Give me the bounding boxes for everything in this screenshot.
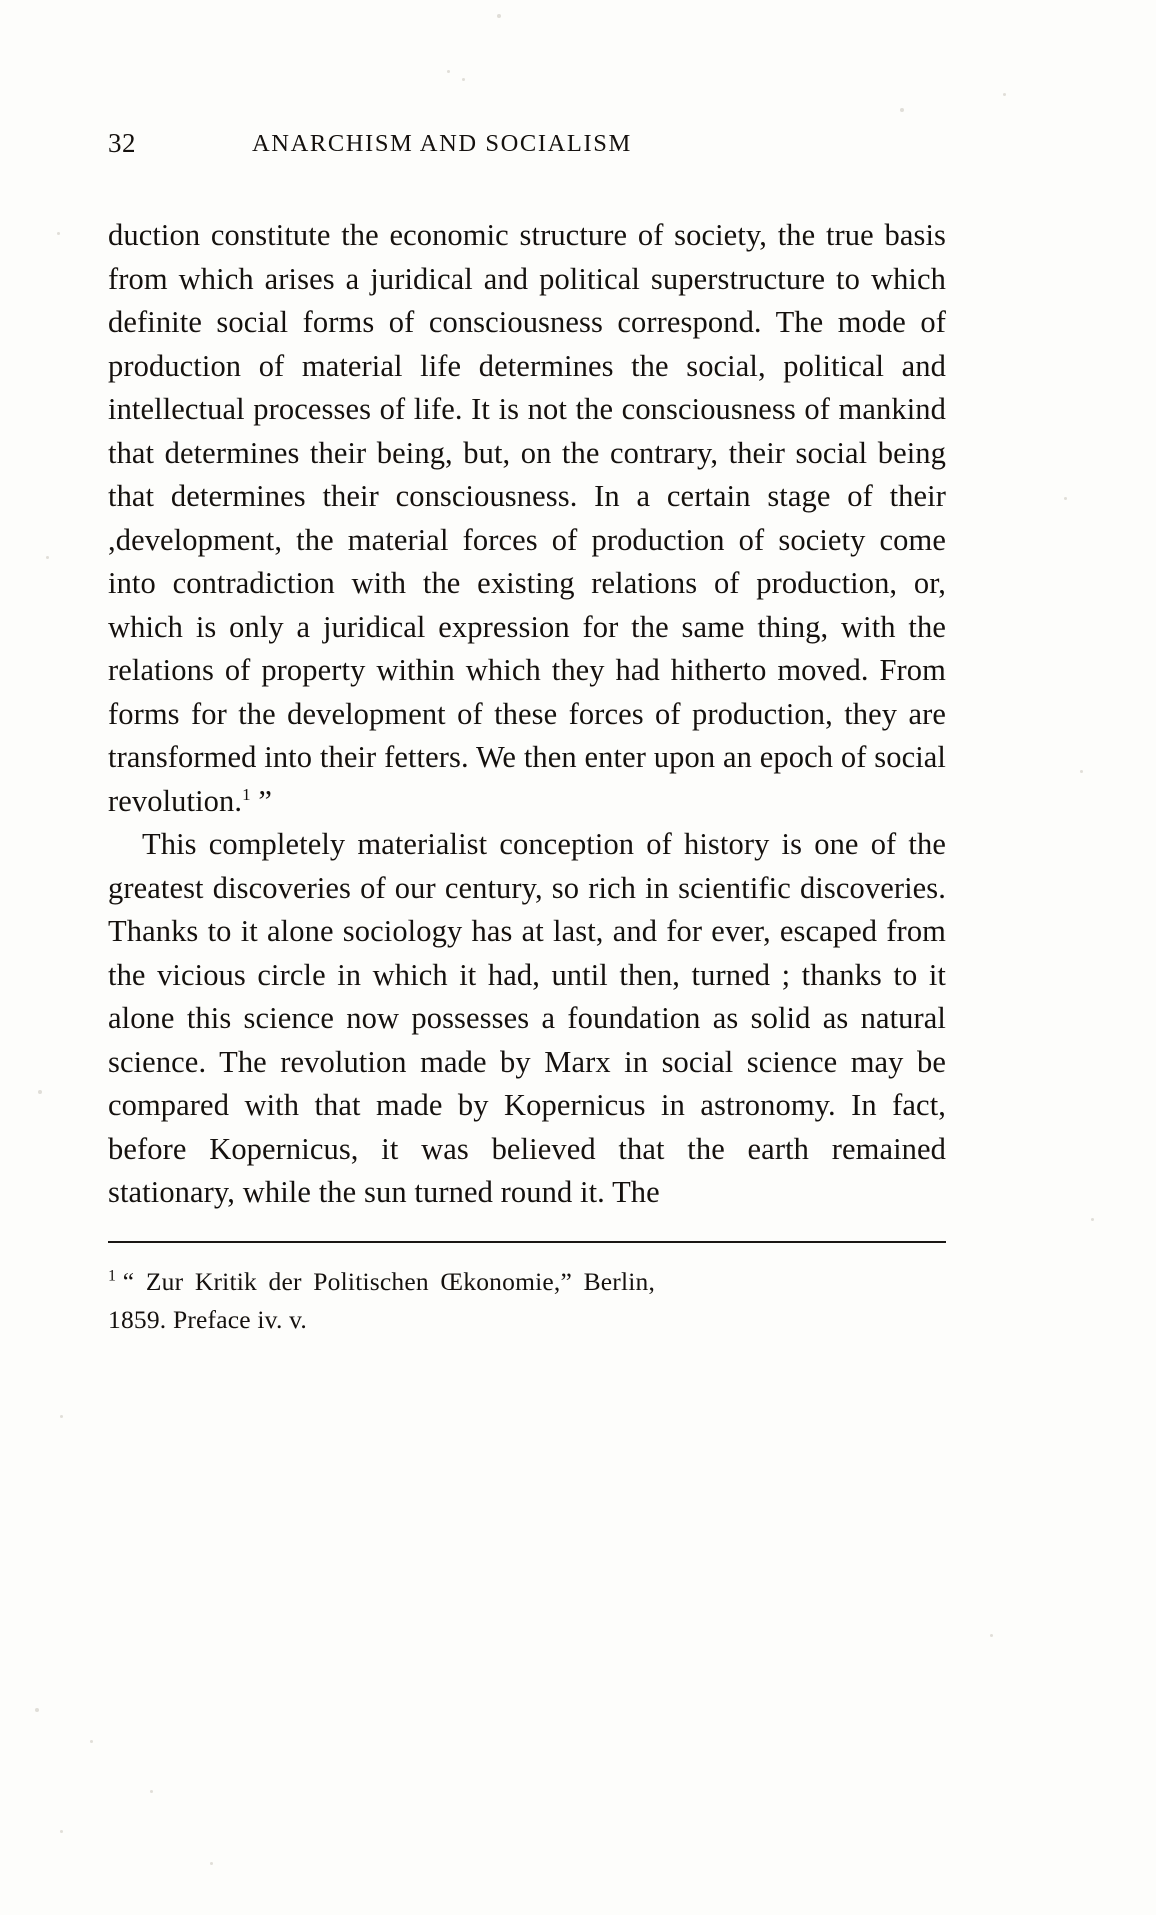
paper-speck	[1064, 497, 1067, 500]
running-head-title: ANARCHISM AND SOCIALISM	[252, 130, 632, 157]
paper-speck	[990, 1634, 993, 1637]
paper-speck	[57, 232, 60, 235]
paper-speck	[1080, 770, 1083, 773]
paper-speck	[60, 1415, 63, 1418]
footnote-reference[interactable]: 1	[242, 784, 251, 804]
paper-speck	[210, 1862, 213, 1865]
paper-speck	[60, 1830, 63, 1833]
paper-speck	[1091, 1218, 1094, 1221]
footnote	[108, 1263, 946, 1339]
footnote-divider	[108, 1241, 946, 1244]
paper-speck	[90, 1740, 93, 1743]
paragraph-quote-text: duction constitute the economic structure of society, the true basis from which arises a juridical and political superstructure to which definite social forms of consciousness correspond. The mode of production of material life determines the social, political and intellectual processes of life. It is not the consciousness of mankind that determines their being, but, on the contrary, their social being that determines their consciousness. In a certain stage of their ,development, the material forces of production of society come into contradiction with the existing relations of production, or, which is only a juridical expression for the same thing, with the relations of property within which they had hitherto moved. From forms for the development of these forces of production, they are transformed into their fetters. We then enter upon an epoch of social revolution.	[108, 218, 946, 818]
page-number: 32	[108, 128, 136, 158]
footnote-line-1: “ Zur Kritik der Politischen Œkonomie,” Berlin,	[122, 1267, 656, 1296]
paper-speck	[150, 1790, 153, 1793]
body-text	[108, 214, 946, 1215]
paper-speck	[38, 1090, 42, 1094]
paragraph-quote	[108, 214, 946, 823]
running-head	[108, 128, 1008, 168]
footnote-line-2: 1859. Preface iv. v.	[108, 1305, 307, 1334]
paper-speck	[35, 1708, 39, 1712]
paper-speck	[46, 556, 49, 559]
paragraph-quote-tail: ”	[250, 783, 273, 818]
footnote-number: 1	[108, 1267, 117, 1285]
paragraph-commentary: This completely materialist conception of history is one of the greatest discoveries of our century, so rich in scientific discoveries. Thanks to it alone sociology has at last, and for ever, escaped from the vicious circle in which it had, until then, turned ; thanks to it alone this science now possesses a foundation as solid as natural science. The revolution made by Marx in social science may be compared with that made by Kopernicus in astronomy. In fact, before Kopernicus, it was believed that the earth remained stationary, while the sun turned round it. The	[108, 827, 946, 1209]
page-content	[108, 0, 1008, 1339]
